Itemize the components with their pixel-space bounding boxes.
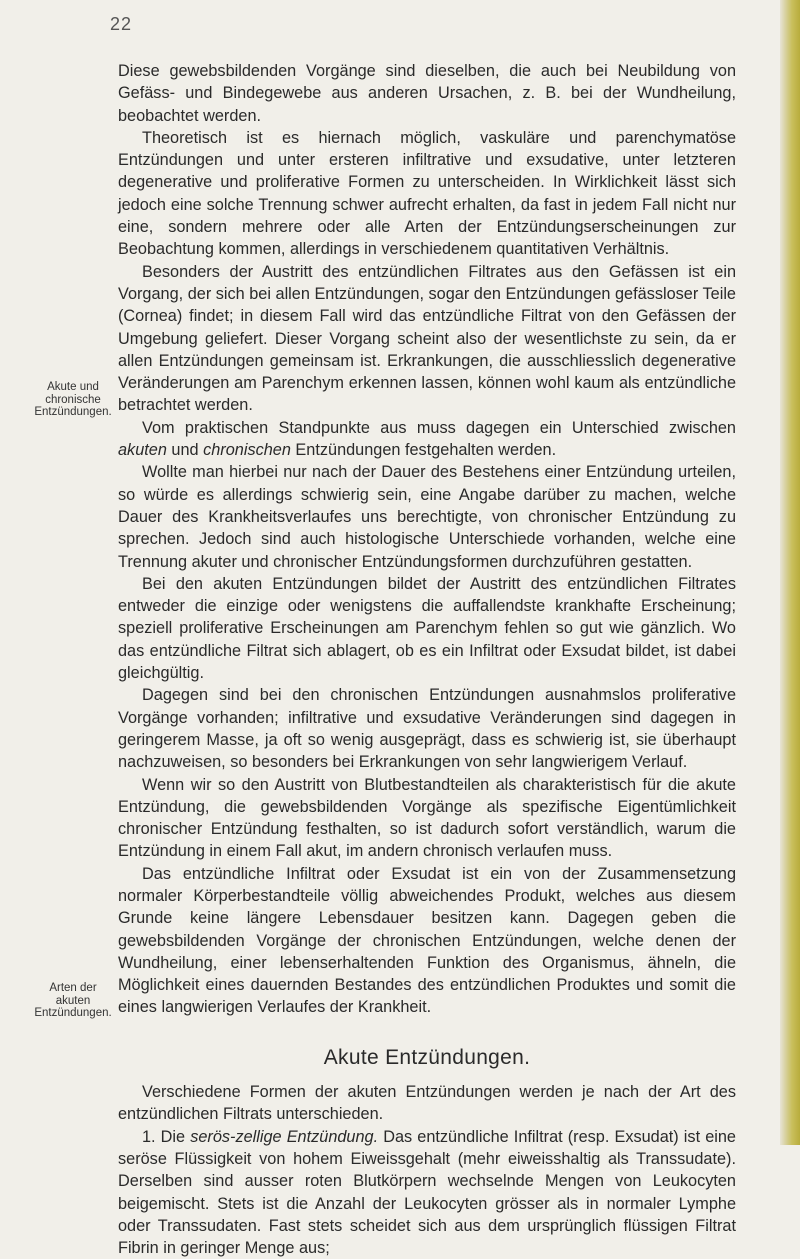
paragraph xyxy=(118,1126,736,1259)
paragraph: Theoretisch ist es hiernach möglich, vaskuläre und parenchymatöse Entzündungen und unter ersteren infiltrative und exsudative, unter letzteren degenerative und proliferative Formen zu unterscheiden. In Wirklichkeit lässt sich jedoch eine solche Trennung schwer aufrecht erhalten, da fast in jedem Fall nicht nur eine, sondern mehrere oder alle Arten der Entzündungserscheinungen zur Beobachtung kommen, allerdings in verschiedenem quantitativen Verhältnis. xyxy=(118,128,736,259)
section-heading: Akute Entzündungen. xyxy=(323,1045,531,1069)
paragraph: Verschiedene Formen der akuten Entzündungen werden je nach der Art des entzündlichen Filtrats unterschieden. xyxy=(118,1083,736,1124)
page-number: 22 xyxy=(110,14,133,34)
margin-note-akute-chronische: Akute und chronische Entzündungen. xyxy=(34,381,112,418)
paragraph: Wollte man hierbei nur nach der Dauer des Bestehens einer Entzündung urteilen, so würde es allerdings schwierig sein, eine Angabe darüber zu machen, welche Dauer des Krankheitsverlaufes uns berechtigte, von chronischer Entzündung zu sprechen. Jedoch sind auch histologische Unterschiede vorhanden, welche eine Trennung akuter und chronischer Entzündungsformen durchzuführen gestatten. xyxy=(118,463,736,571)
emphasis-chronischen: chronischen xyxy=(203,441,291,460)
main-text xyxy=(118,60,736,1259)
emphasis-seroes-zellige: serös-zellige Entzündung. xyxy=(190,1127,379,1146)
text-span: Entzündungen festgehalten werden. xyxy=(290,441,557,460)
text-span: und xyxy=(166,441,204,460)
text-span: Vom praktischen Standpunkte aus muss dagegen ein Unterschied zwischen xyxy=(142,418,736,437)
paragraph: Dagegen sind bei den chronischen Entzündungen ausnahmslos proliferative Vorgänge vorhanden; infiltrative und exsudative Veränderungen sind dagegen in geringerem Masse, ja oft so wenig ausgeprägt, dass es schwierig ist, sie überhaupt nachzuweisen, so besonders bei Erkrankungen von sehr langwierigem Verlauf. xyxy=(118,686,736,772)
paragraph: Das entzündliche Infiltrat oder Exsudat ist ein von der Zusammensetzung normaler Körperbestandteile völlig abweichendes Produkt, welches aus diesem Grunde keine längere Lebensdauer besitzen kann. Dagegen geben die gewebsbildenden Vorgänge der chronischen Entzündungen, welche denen der Wundheilung, einer lebenserhaltenden Funktion des Organismus, ähneln, die Möglichkeit eines dauernden Bestandes des entzündlichen Produktes und somit die eines langwierigen Verlaufes der Krankheit. xyxy=(118,864,736,1017)
paragraph xyxy=(118,417,736,462)
margin-note-arten-akute: Arten der akuten Entzündungen. xyxy=(34,982,112,1019)
page-edge xyxy=(780,0,800,1145)
paragraph: Wenn wir so den Austritt von Blutbestandteilen als charakteristisch für die akute Entzündung, die gewebsbildenden Vorgänge als spezifische Eigentümlichkeit chronischer Entzündung festhalten, so ist dadurch sofort verständlich, warum die Entzündung in einem Fall akut, im andern chronisch verlaufen muss. xyxy=(118,775,736,861)
paragraph: Diese gewebsbildenden Vorgänge sind dieselben, die auch bei Neubildung von Gefäss- und Bindegewebe aus anderen Ursachen, z. B. bei der Wundheilung, beobachtet werden. xyxy=(118,62,736,125)
paragraph: Bei den akuten Entzündungen bildet der Austritt des entzündlichen Filtrates entweder die einzige oder wenigstens die auffallendste krankhafte Erscheinung; speziell proliferative Erscheinungen am Parenchym fehlen so gut wie gänzlich. Wo das entzündliche Filtrat sich ablagert, ob es ein Infiltrat oder Exsudat bildet, ist dabei gleichgültig. xyxy=(118,574,736,683)
text-span: 1. Die xyxy=(142,1127,191,1146)
emphasis-akuten: akuten xyxy=(118,441,167,460)
paragraph: Besonders der Austritt des entzündlichen Filtrates aus den Gefässen ist ein Vorgang, der sich bei allen Entzündungen, sogar den Entzündungen gefässloser Teile (Cornea) findet; in diesem Fall wird das entzündliche Filtrat von den Gefässen der Umgebung geliefert. Dieser Vorgang scheint also der wesentlichste zu sein, da er allen Entzündungen gemeinsam ist. Erkrankungen, die ausschliesslich degenerative Veränderungen am Parenchym erkennen lassen, können wohl kaum als entzündliche betrachtet werden. xyxy=(118,262,736,415)
text-span: Das entzündliche Infiltrat (resp. Exsudat) ist eine seröse Flüssigkeit von hohem Eiweissgehalt (mehr eiweisshaltig als Transsudate). Derselben sind ausser roten Blutkörpern wechselnde Mengen von Leukocyten beigemischt. Stets ist die Anzahl der Leukocyten grösser als in normaler Lymphe oder Transsudaten. Fast stets scheidet sich aus dem ursprünglich flüssigen Filtrat Fibrin in geringer Menge aus; xyxy=(118,1127,736,1258)
